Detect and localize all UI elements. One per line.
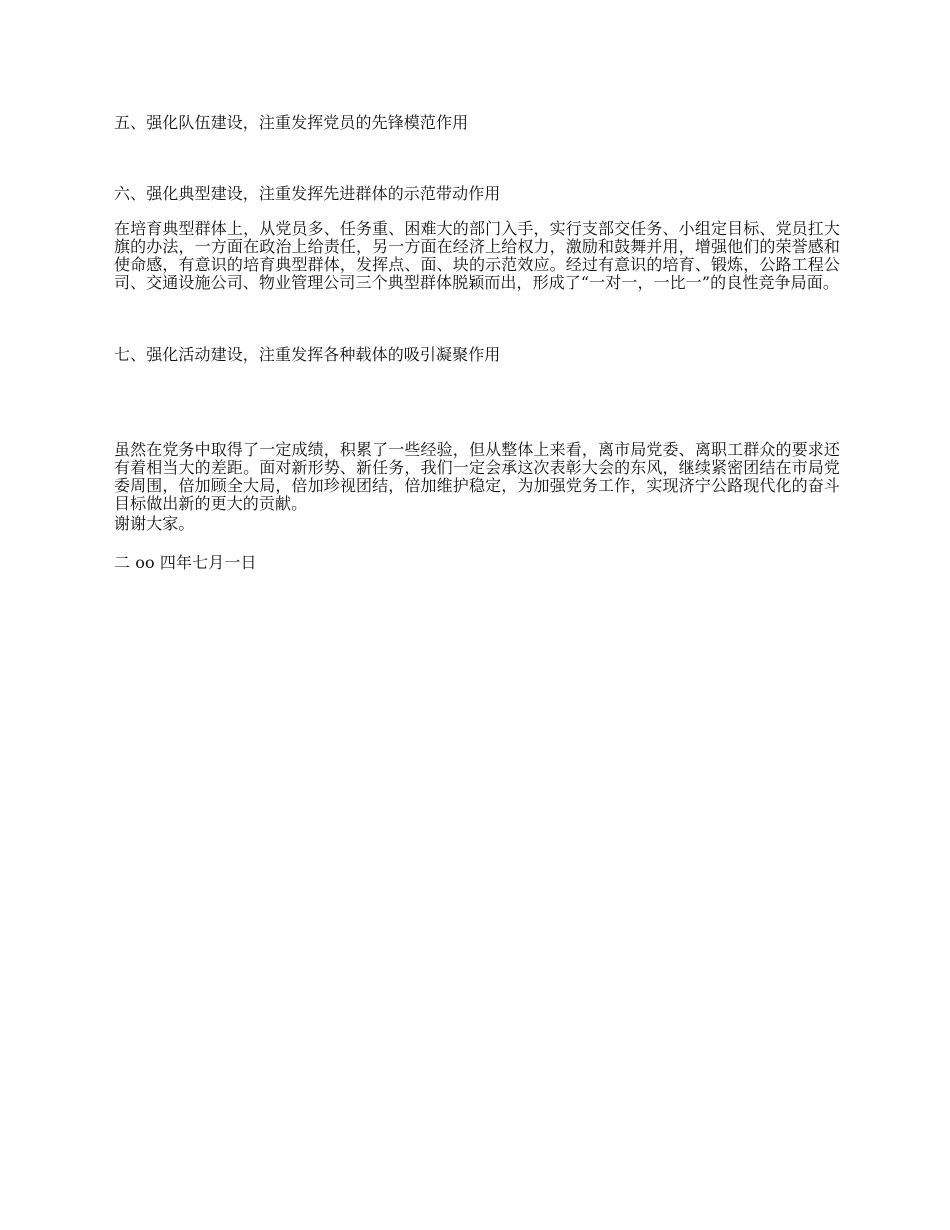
section-6-paragraph: 在培育典型群体上，从党员多、任务重、困难大的部门入手，实行支部交任务、小组定目标、党员扛大旗的办法，一方面在政治上给责任，另一方面在经济上给权力，激励和鼓舞并用，增强他们的荣誉感和使命感，有意识的培育典型群体，发挥点、面、块的示范效应。经过有意识的培育、锻炼，公路工程公司、交通设施公司、物业管理公司三个典型群体脱颖而出，形成了“一对一，一比一”的良性竞争局面。 [114, 219, 840, 292]
section-heading-5: 五、强化队伍建设，注重发挥党员的先锋模范作用 [114, 113, 469, 132]
thanks-line: 谢谢大家。 [114, 514, 195, 533]
section-heading-6: 六、强化典型建设，注重发挥先进群体的示范带动作用 [114, 184, 501, 203]
conclusion-paragraph: 虽然在党务中取得了一定成绩，积累了一些经验，但从整体上来看，离市局党委、离职工群众的要求还有着相当大的差距。面对新形势、新任务，我们一定会承这次表彰大会的东风，继续紧密团结在市局党委周围，倍加顾全大局，倍加珍视团结，倍加维护稳定，为加强党务工作，实现济宁公路现代化的奋斗目标做出新的更大的贡献。 [114, 440, 840, 513]
document-date: 二 oo 四年七月一日 [114, 553, 257, 572]
section-heading-7: 七、强化活动建设，注重发挥各种载体的吸引凝聚作用 [114, 345, 501, 364]
